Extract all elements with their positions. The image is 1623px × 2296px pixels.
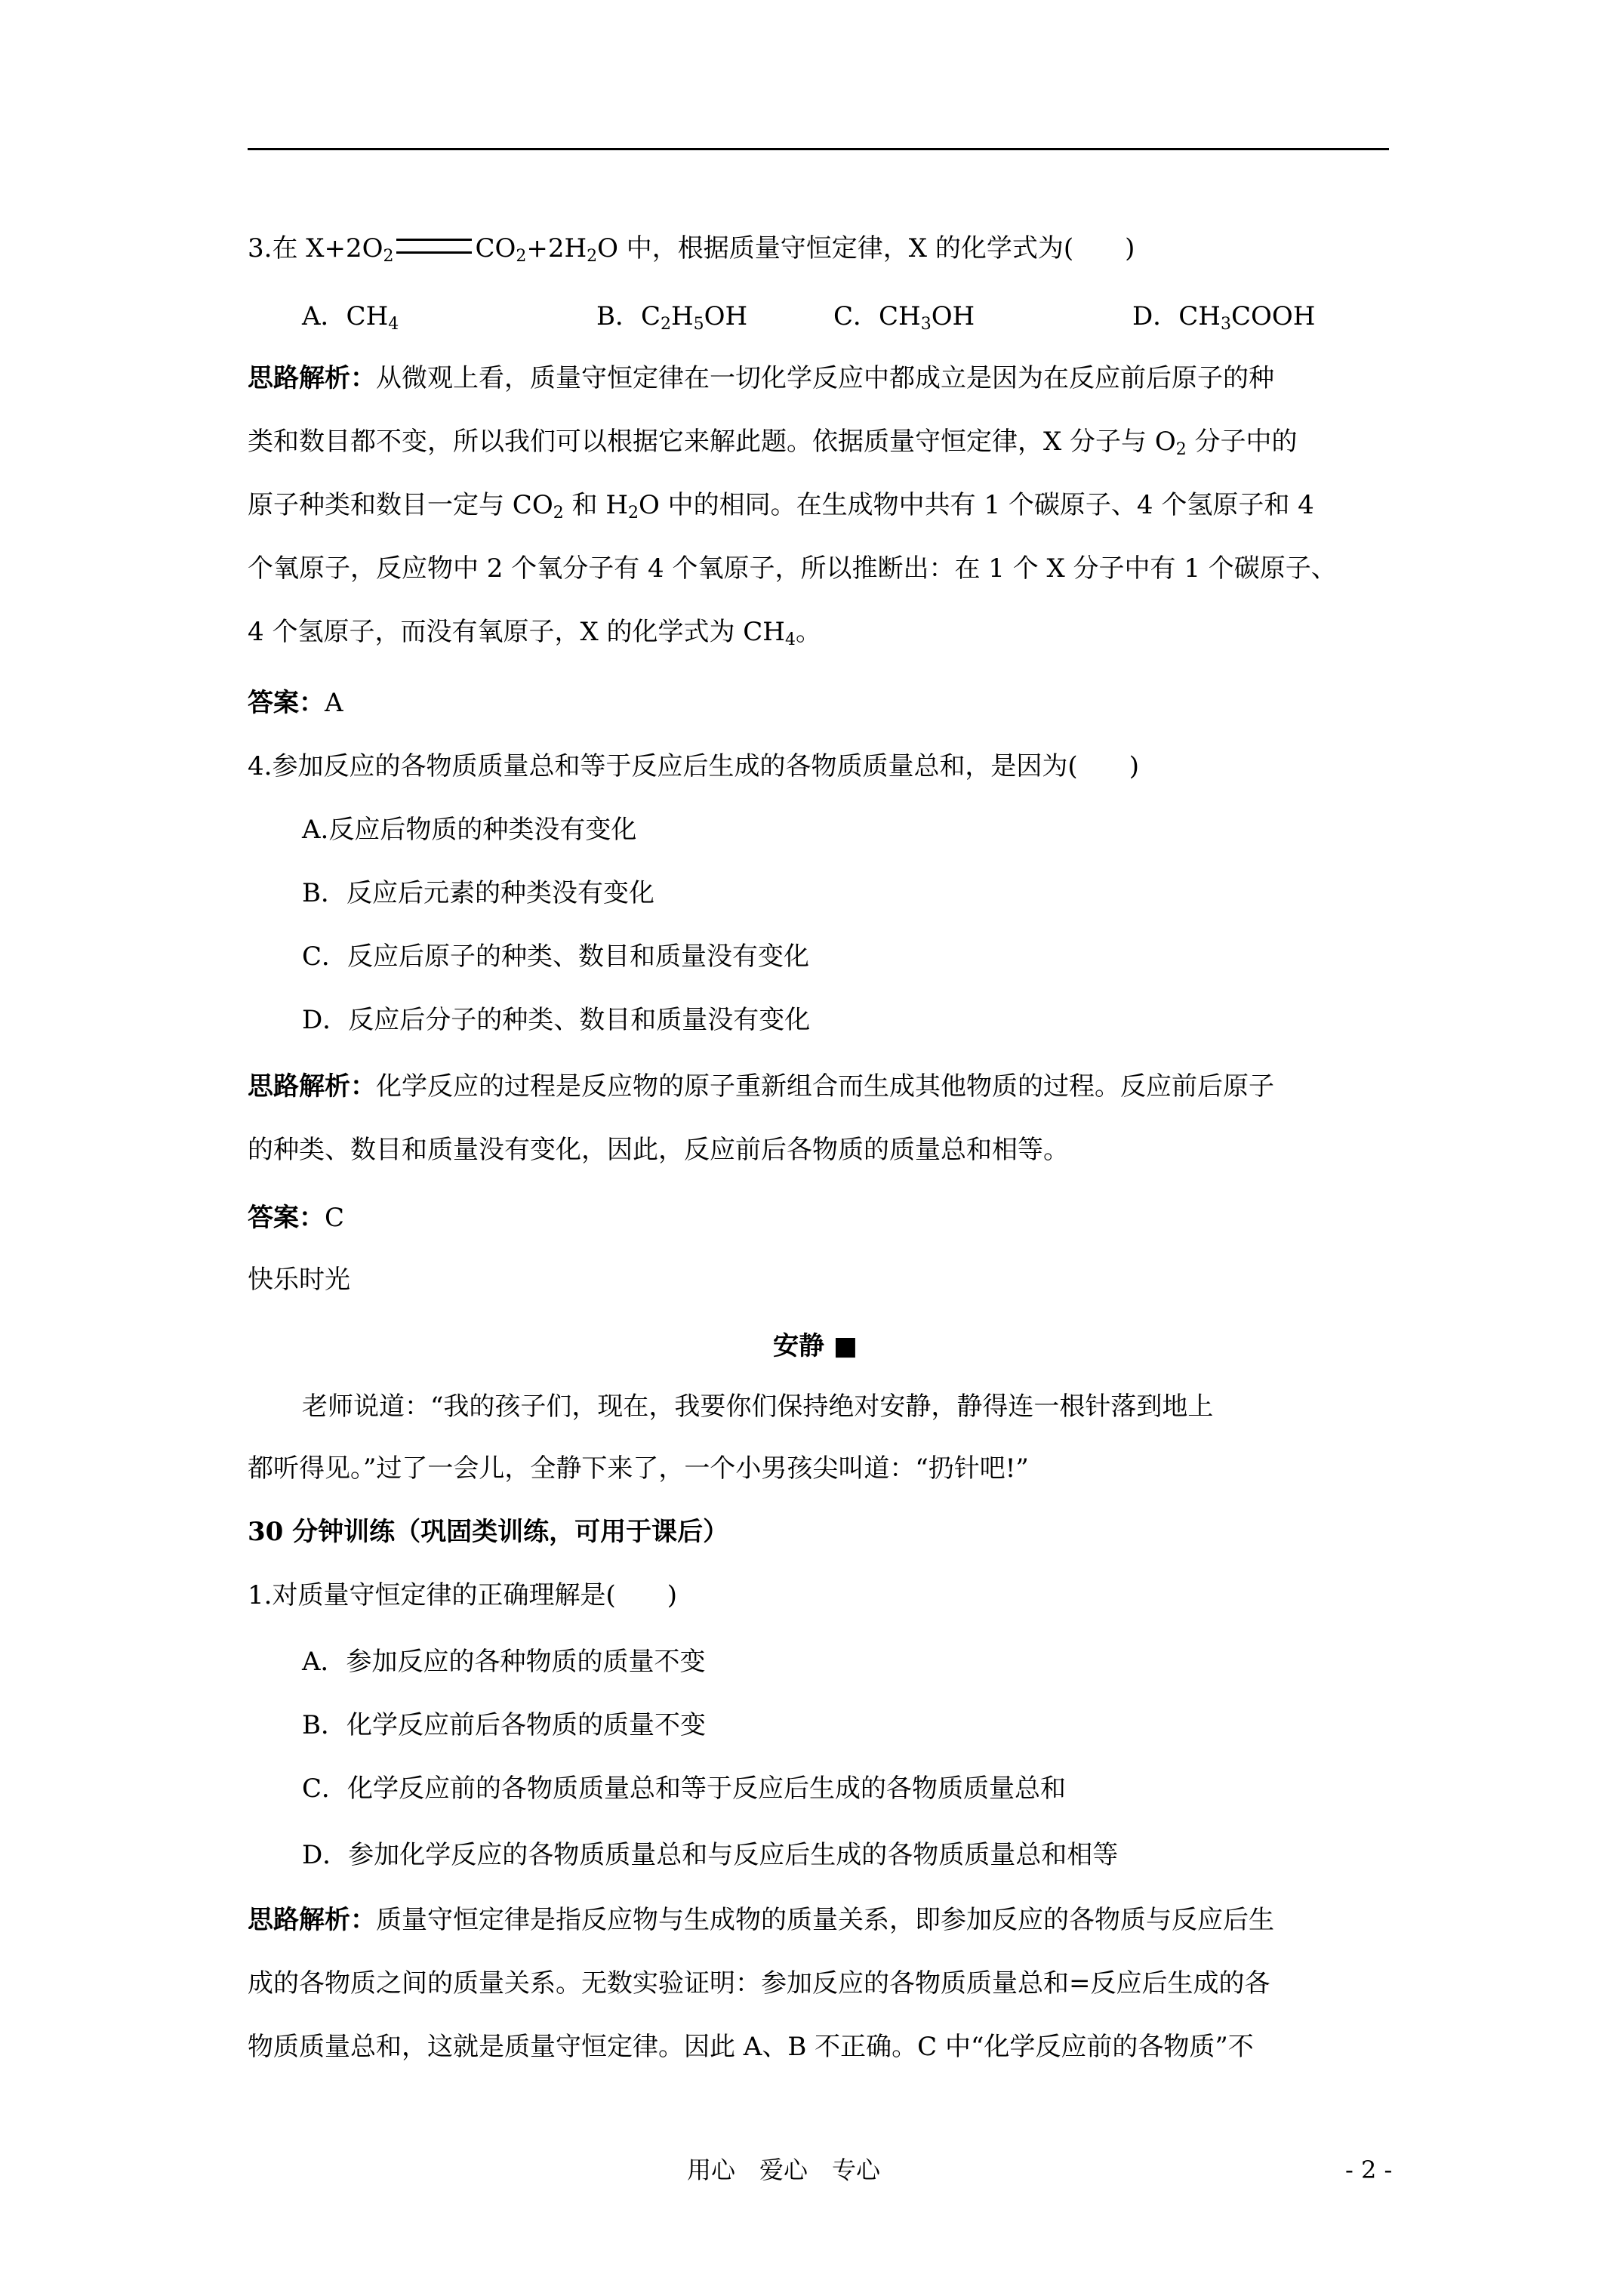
q1-analysis-line-1 [248, 1903, 1274, 1937]
q3-stem-sub2: 2 [516, 247, 527, 266]
story-line-1: 老师说道：“我的孩子们，现在，我要你们保持绝对安静，静得连一根针落到地上 [302, 1391, 1214, 1422]
q1-option-b: B．化学反应前后各物质的质量不变 [302, 1710, 706, 1740]
q3-stem-mid: CO [475, 233, 516, 264]
section-heading: 30 分钟训练（巩固类训练，可用于课后） [248, 1517, 729, 1547]
q3-analysis-line-3 [248, 488, 1314, 531]
q1-analysis-label: 思路解析： [248, 1905, 376, 1935]
q3-option-c-post: OH [931, 301, 975, 331]
q3-analysis-l2-post: 分子中的 [1186, 427, 1298, 457]
story-line-2: 都听得见。”过了一会儿，全静下来了，一个小男孩尖叫道：“扔针吧!” [248, 1453, 1029, 1484]
q3-option-b-mid: H [671, 301, 694, 331]
q3-analysis-l5-sub: 4 [784, 630, 796, 649]
q3-analysis-l1: 从微观上看，质量守恒定律在一切化学反应中都成立是因为在反应前后原子的种 [376, 363, 1274, 393]
q3-analysis-line-5 [248, 615, 821, 658]
happy-time-heading: 快乐时光 [248, 1265, 350, 1295]
q3-option-c [833, 299, 975, 342]
q4-option-a: A.反应后物质的种类没有变化 [302, 815, 637, 845]
q4-answer-label: 答案： [248, 1203, 325, 1233]
q3-analysis-l5-post: 。 [795, 617, 821, 647]
q4-analysis-line-1 [248, 1069, 1274, 1104]
header-rule [248, 148, 1389, 150]
q3-analysis-l4: 个氧原子，反应物中 2 个氧分子有 4 个氧原子，所以推断出：在 1 个 X 分子中有 1 个碳原子、 [248, 553, 1337, 584]
q3-stem [248, 231, 1135, 274]
q3-analysis-l3-mid: 和 H [563, 490, 628, 520]
q3-option-d-text: D．CH [1132, 301, 1221, 331]
q4-analysis-l1: 化学反应的过程是反应物的原子重新组合而生成其他物质的过程。反应前后原子 [376, 1071, 1274, 1102]
q3-stem-sub1: 2 [383, 247, 394, 266]
q1-option-a: A．参加反应的各种物质的质量不变 [302, 1647, 706, 1677]
q1-stem: 1.对质量守恒定律的正确理解是( ) [248, 1580, 677, 1610]
q3-stem-sub3: 2 [587, 247, 598, 266]
q3-option-d [1132, 299, 1315, 342]
q1-option-d: D．参加化学反应的各物质质量总和与反应后生成的各物质质量总和相等 [302, 1840, 1119, 1870]
equals-sign-icon [396, 239, 472, 254]
q3-option-a-text: A．CH [302, 301, 389, 331]
q4-option-c: C．反应后原子的种类、数目和质量没有变化 [302, 942, 810, 972]
q4-stem: 4.参加反应的各物质质量总和等于反应后生成的各物质质量总和，是因为( ) [248, 751, 1139, 781]
footer-motto: 用心 爱心 专心 [687, 2156, 881, 2184]
q3-option-b-sub2: 5 [693, 315, 704, 334]
q3-stem-prefix: 3.在 X+2O [248, 233, 383, 264]
story-title: 安静 ■ [773, 1331, 858, 1361]
q3-stem-suffix: O 中，根据质量守恒定律，X 的化学式为( ) [597, 233, 1135, 264]
q3-option-c-text: C．CH [833, 301, 921, 331]
q4-answer [248, 1200, 344, 1235]
page-number: - 2 - [1345, 2156, 1393, 2184]
q4-option-d: D．反应后分子的种类、数目和质量没有变化 [302, 1005, 811, 1035]
q3-analysis-l2-pre: 类和数目都不变，所以我们可以根据它来解此题。依据质量守恒定律，X 分子与 O [248, 427, 1176, 457]
q3-option-d-post: COOH [1230, 301, 1316, 331]
q4-option-b: B．反应后元素的种类没有变化 [302, 878, 654, 908]
q3-answer-label: 答案： [248, 688, 325, 718]
q4-analysis-label: 思路解析： [248, 1071, 376, 1102]
q3-option-b [596, 299, 747, 342]
q1-option-c: C．化学反应前的各物质质量总和等于反应后生成的各物质质量总和 [302, 1774, 1067, 1804]
q3-analysis-l3-pre: 原子种类和数目一定与 CO [248, 490, 553, 520]
q3-answer [248, 686, 343, 720]
q3-analysis-line-2 [248, 424, 1298, 467]
q1-analysis-l1: 质量守恒定律是指反应物与生成物的质量关系，即参加反应的各物质与反应后生 [376, 1905, 1274, 1935]
q3-option-b-post: OH [704, 301, 748, 331]
q1-analysis-line-2: 成的各物质之间的质量关系。无数实验证明：参加反应的各物质质量总和=反应后生成的各 [248, 1968, 1270, 1999]
q1-analysis-line-3: 物质质量总和，这就是质量守恒定律。因此 A、B 不正确。C 中“化学反应前的各物质”不 [248, 2032, 1254, 2062]
q3-option-a [302, 299, 399, 342]
q3-analysis-l3-sub1: 2 [553, 504, 564, 522]
q3-analysis-l2-sub: 2 [1175, 440, 1187, 459]
q4-analysis-line-2: 的种类、数目和质量没有变化，因此，反应前后各物质的质量总和相等。 [248, 1135, 1069, 1165]
q3-answer-value: A [325, 688, 343, 718]
q3-analysis-label: 思路解析： [248, 363, 376, 393]
q3-option-a-sub: 4 [388, 315, 399, 334]
q3-option-b-sub1: 2 [661, 315, 671, 334]
q3-option-d-sub: 3 [1220, 315, 1231, 334]
q3-analysis-line-1 [248, 361, 1274, 396]
q3-analysis-l5-pre: 4 个氢原子，而没有氧原子，X 的化学式为 CH [248, 617, 785, 647]
q3-analysis-l3-sub2: 2 [627, 504, 639, 522]
q3-stem-mid2: +2H [526, 233, 587, 264]
q4-answer-value: C [325, 1203, 345, 1233]
q3-option-b-text: B．C [596, 301, 661, 331]
q3-analysis-l3-post: O 中的相同。在生成物中共有 1 个碳原子、4 个氢原子和 4 [638, 490, 1314, 520]
q3-option-c-sub: 3 [920, 315, 932, 334]
q3-analysis-line-4 [248, 551, 1337, 586]
